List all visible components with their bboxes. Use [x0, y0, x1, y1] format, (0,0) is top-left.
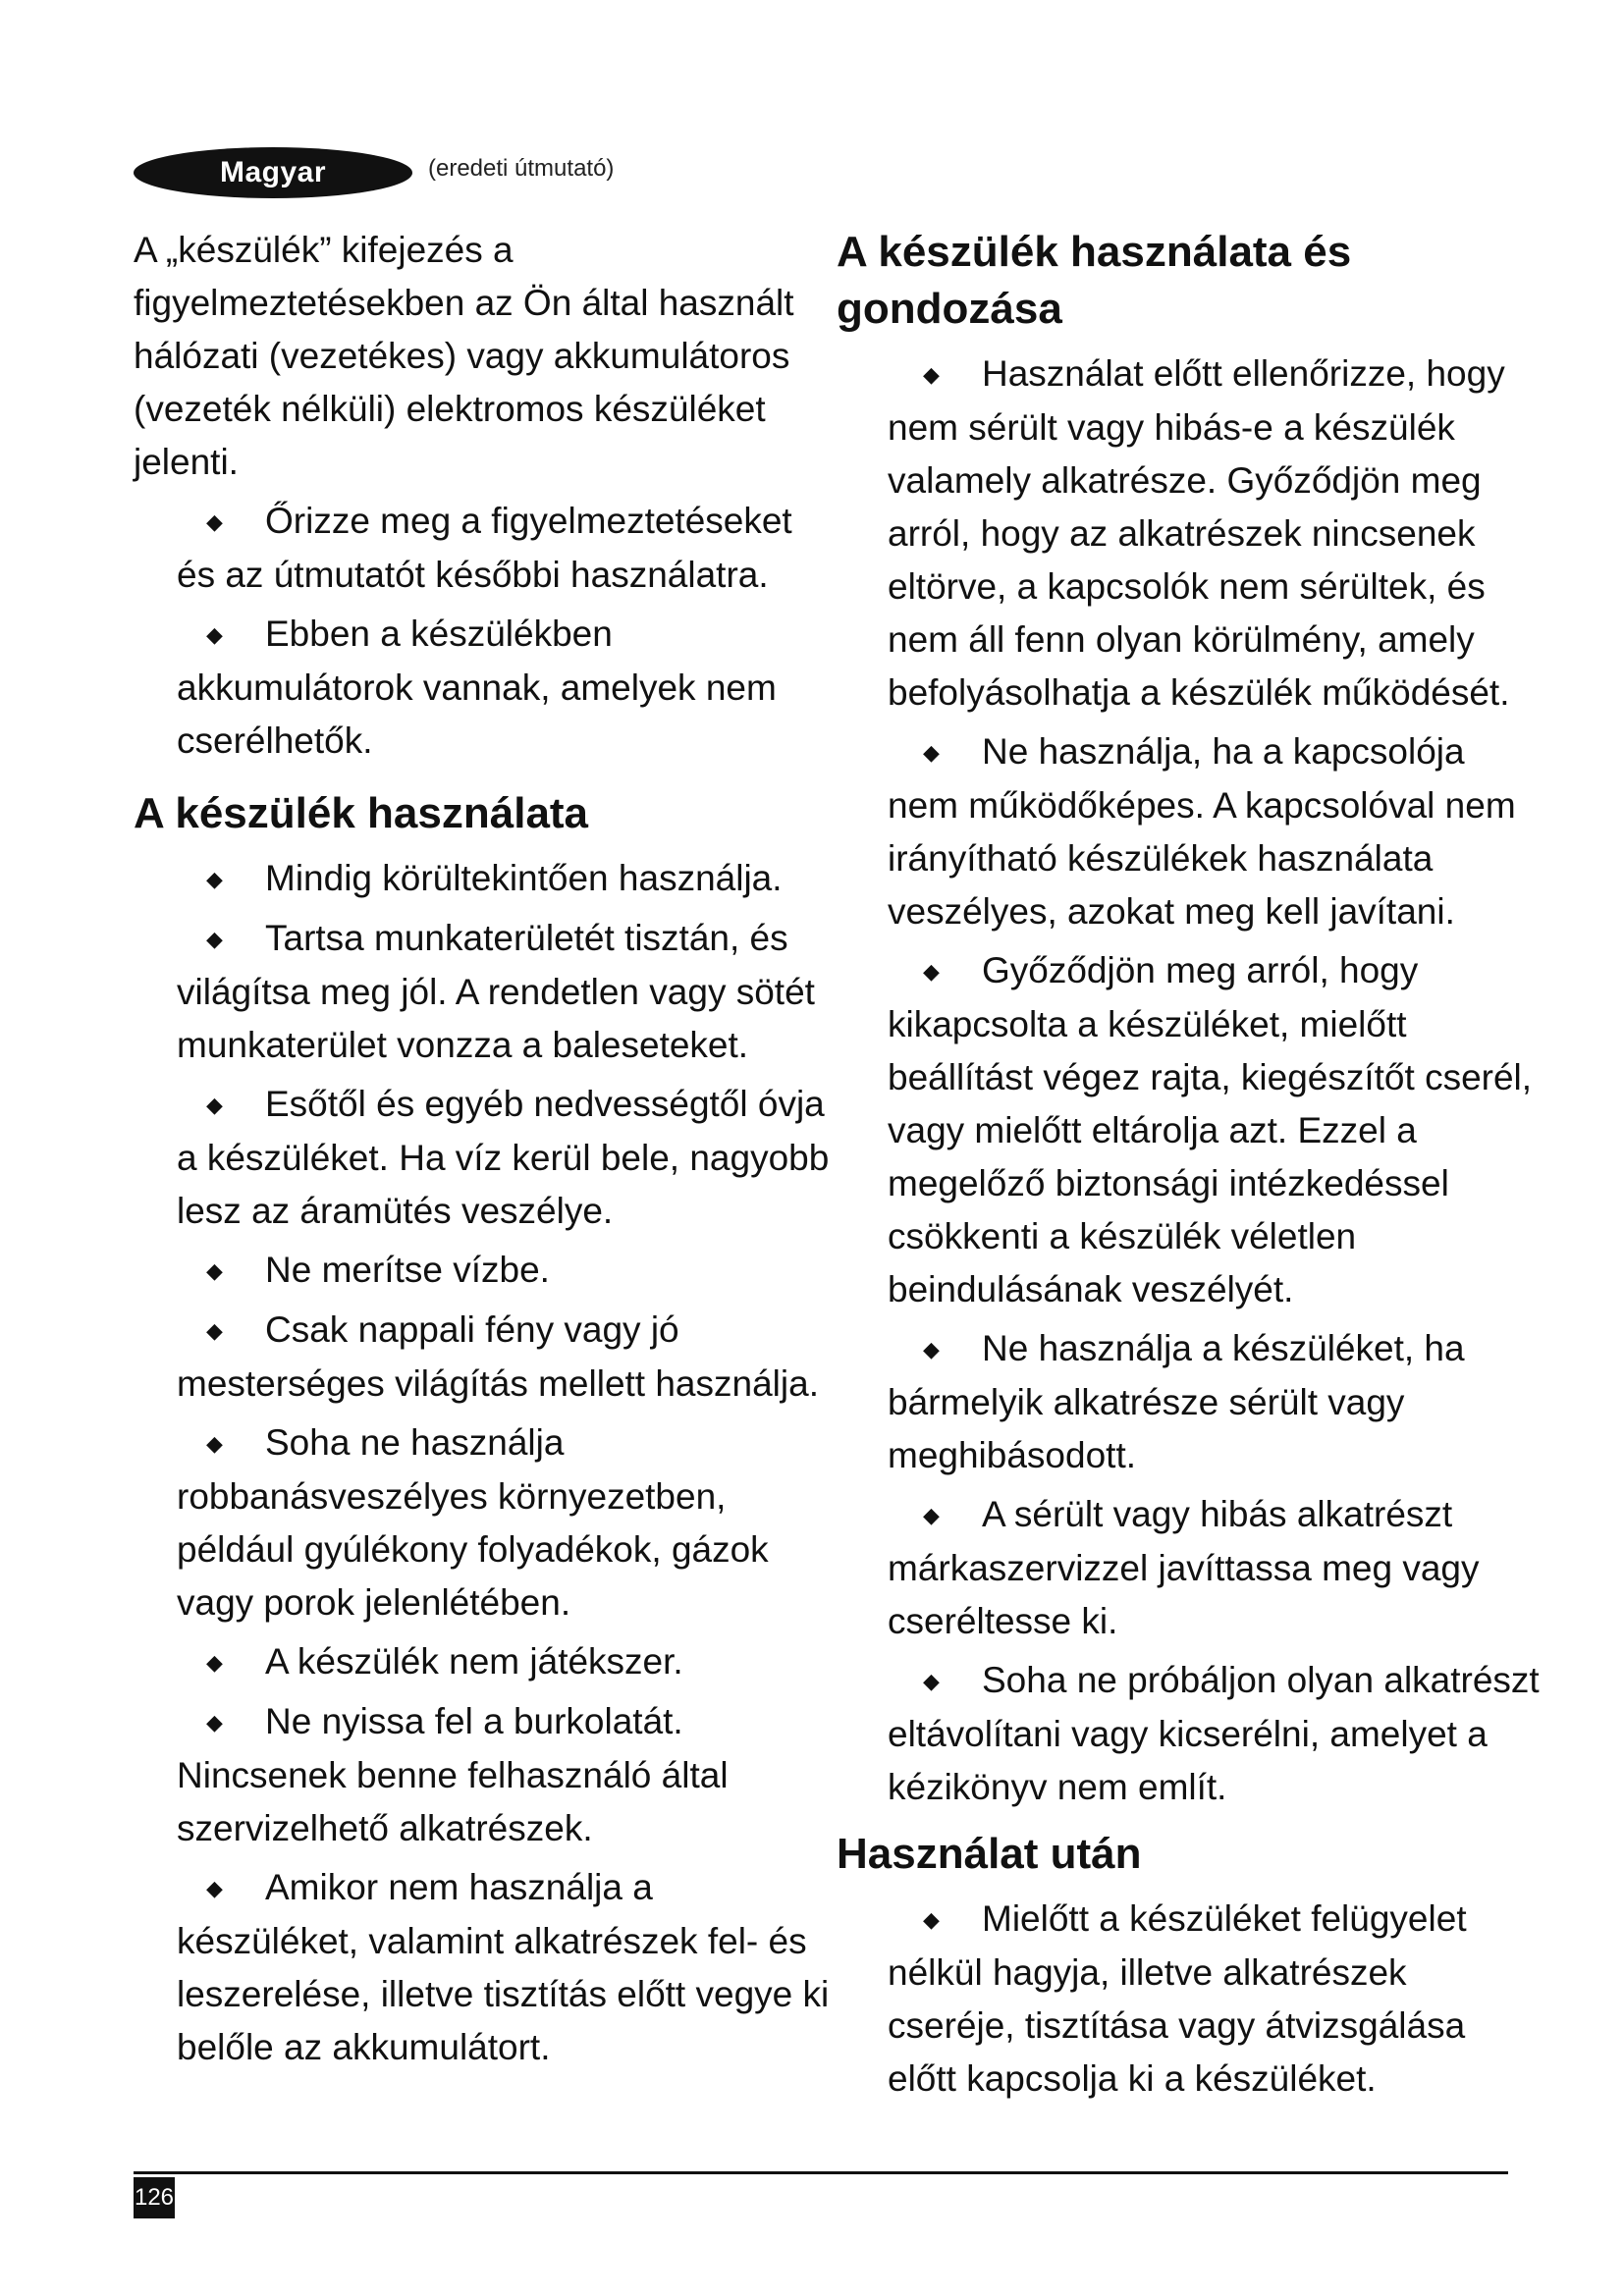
bullet-icon: ◆	[206, 867, 223, 891]
bullet-icon: ◆	[206, 1258, 223, 1283]
original-manual-note: (eredeti útmutató)	[428, 155, 615, 182]
language-label: Magyar	[219, 156, 327, 188]
right-column	[837, 224, 1543, 2111]
bullet-icon: ◆	[923, 1503, 940, 1527]
usage-bullet-list	[134, 852, 840, 2074]
care-bullet-list	[837, 347, 1543, 1814]
list-item: ◆ Tartsa munkaterületét tisztán, és világítsa meg jól. A rendetlen vagy sötét munkaterület vonzza a baleseteket.	[134, 912, 840, 1072]
list-item: ◆ Használat előtt ellenőrizze, hogy nem sérült vagy hibás-e a készülék valamely alkatrésze. Győződjön meg arról, hogy az alkatrészek nincsenek eltörve, a kapcsolók nem sérültek, és nem áll fenn olyan körülmény, amely befolyásolhatja a készülék működését.	[837, 347, 1543, 720]
list-item: ◆ Mielőtt a készüléket felügyelet nélkül hagyja, illetve alkatrészek cseréje, tisztítása vagy átvizsgálása előtt kapcsolja ki a készüléket.	[837, 1893, 1543, 2106]
list-item: ◆ Győződjön meg arról, hogy kikapcsolta a készüléket, mielőtt beállítást végez rajta, kiegészítőt cserél, vagy mielőtt eltárolja azt. Ezzel a megelőző biztonsági intézkedéssel csökkenti a készülék véletlen beindulásának veszélyét.	[837, 944, 1543, 1316]
list-item: ◆ Ebben a készülékben akkumulátorok vannak, amelyek nem cserélhetők.	[134, 608, 840, 768]
bullet-icon: ◆	[206, 1650, 223, 1675]
section-heading-use-and-care: A készülék használata és gondozása	[837, 228, 1352, 333]
after-use-bullet-list	[837, 1893, 1543, 2106]
bullet-icon: ◆	[206, 622, 223, 647]
list-item: ◆ Őrizze meg a figyelmeztetéseket és az útmutatót későbbi használatra.	[134, 495, 840, 602]
bullet-icon: ◆	[923, 740, 940, 765]
list-item: ◆ Amikor nem használja a készüléket, valamint alkatrészek fel- és leszerelése, illetve tisztítás előtt vegye ki belőle az akkumulátort.	[134, 1861, 840, 2074]
bullet-icon: ◆	[206, 927, 223, 951]
list-item: ◆ A készülék nem játékszer.	[134, 1635, 840, 1689]
bullet-icon: ◆	[206, 1876, 223, 1900]
left-column	[134, 224, 840, 2080]
list-item: ◆ Ne nyissa fel a burkolatát. Nincsenek benne felhasználó által szervizelhető alkatrészek.	[134, 1695, 840, 1855]
bullet-icon: ◆	[923, 1337, 940, 1362]
bullet-icon: ◆	[923, 1907, 940, 1932]
bullet-icon: ◆	[206, 1431, 223, 1456]
bullet-icon: ◆	[206, 509, 223, 534]
list-item: ◆ Soha ne próbáljon olyan alkatrészt eltávolítani vagy kicserélni, amelyet a kézikönyv nem említ.	[837, 1654, 1543, 1814]
bullet-icon: ◆	[923, 959, 940, 984]
intro-paragraph: A „készülék” kifejezés a figyelmeztetésekben az Ön által használt hálózati (vezetékes) vagy akkumulátoros (vezeték nélküli) elektromos készüléket jelenti.	[134, 230, 794, 482]
bullet-icon: ◆	[206, 1710, 223, 1735]
page-number: 126	[134, 2177, 175, 2218]
list-item: ◆ Soha ne használja robbanásveszélyes környezetben, például gyúlékony folyadékok, gázok vagy porok jelenlétében.	[134, 1416, 840, 1629]
footer-divider	[134, 2171, 1508, 2174]
bullet-icon: ◆	[206, 1093, 223, 1117]
list-item: ◆ A sérült vagy hibás alkatrészt márkaszervizzel javíttassa meg vagy cseréltesse ki.	[837, 1488, 1543, 1648]
bullet-icon: ◆	[923, 1669, 940, 1693]
list-item: ◆ Csak nappali fény vagy jó mesterséges világítás mellett használja.	[134, 1304, 840, 1411]
list-item: ◆ Mindig körültekintően használja.	[134, 852, 840, 906]
bullet-icon: ◆	[923, 362, 940, 387]
list-item: ◆ Esőtől és egyéb nedvességtől óvja a készüléket. Ha víz kerül bele, nagyobb lesz az áramütés veszélye.	[134, 1078, 840, 1238]
list-item: ◆ Ne használja a készüléket, ha bármelyik alkatrésze sérült vagy meghibásodott.	[837, 1322, 1543, 1482]
section-heading-usage: A készülék használata	[134, 789, 589, 837]
intro-bullet-list	[134, 495, 840, 768]
section-heading-after-use: Használat után	[837, 1830, 1142, 1878]
language-badge	[134, 147, 412, 198]
bullet-icon: ◆	[206, 1318, 223, 1343]
list-item: ◆ Ne merítse vízbe.	[134, 1244, 840, 1298]
list-item: ◆ Ne használja, ha a kapcsolója nem működőképes. A kapcsolóval nem irányítható készülékek használata veszélyes, azokat meg kell javítani.	[837, 725, 1543, 938]
